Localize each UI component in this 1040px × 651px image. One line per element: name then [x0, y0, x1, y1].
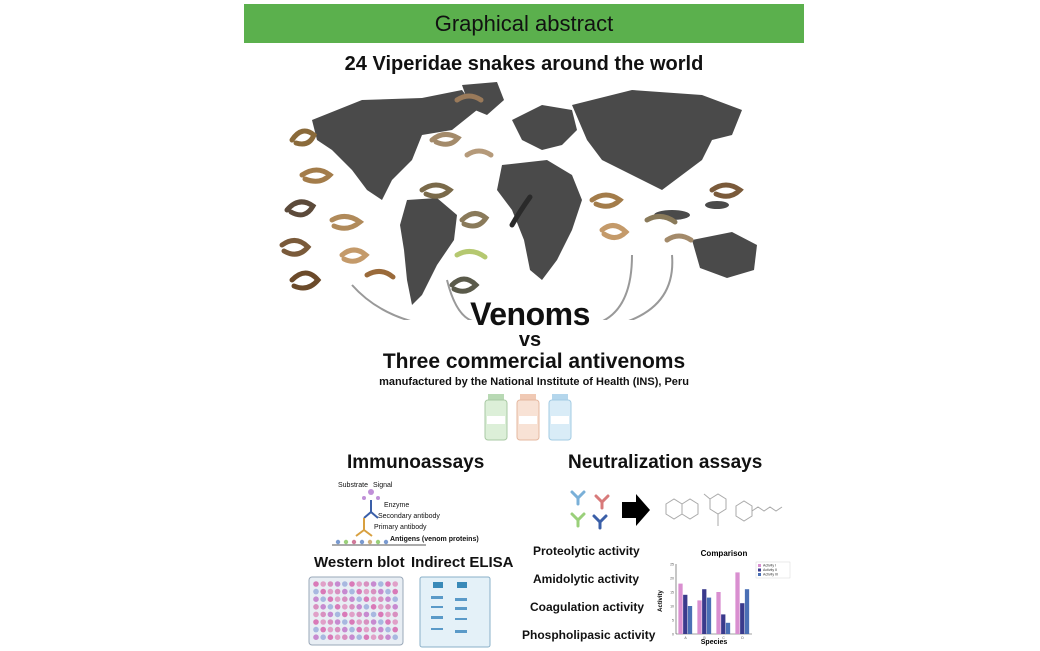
plate-well	[364, 596, 370, 602]
x-tick-label: C	[722, 636, 725, 640]
africa-shape	[497, 160, 582, 280]
plate-well	[335, 604, 341, 610]
subtitle: 24 Viperidae snakes around the world	[344, 53, 704, 75]
arrow-icon	[622, 494, 650, 526]
plate-well	[328, 581, 334, 587]
plate-well	[313, 596, 319, 602]
plate-well	[349, 604, 355, 610]
plate-well	[378, 589, 384, 595]
australia-shape	[692, 232, 757, 278]
x-tick-label: D	[741, 636, 744, 640]
plate-well	[378, 596, 384, 602]
antigen-dots	[336, 540, 388, 544]
plate-well	[371, 619, 377, 625]
legend-swatch	[758, 573, 761, 576]
plate-well	[385, 589, 391, 595]
plate-well	[378, 604, 384, 610]
manufacturer-label: manufactured by the National Institute of Health (INS), Peru	[379, 376, 689, 388]
plate-well	[364, 634, 370, 640]
bar-B-1	[697, 600, 701, 634]
plate-well	[356, 581, 362, 587]
coagulation-activity-label: Coagulation activity	[530, 600, 645, 614]
plate-well	[342, 596, 348, 602]
x-axis-label: Species	[700, 639, 728, 646]
plate-well	[392, 612, 398, 618]
plate-well	[313, 627, 319, 633]
header-title: Graphical abstract	[434, 10, 614, 36]
plate-well	[364, 581, 370, 587]
antibody-diagram	[316, 478, 536, 548]
europe-shape	[512, 105, 577, 150]
venoms-label: Venoms	[470, 296, 590, 332]
legend-label: Activity II	[763, 568, 778, 573]
bar-C-3	[726, 623, 730, 634]
bar-C-2	[721, 614, 725, 634]
plate-well	[328, 619, 334, 625]
plate-well	[342, 604, 348, 610]
plate-well	[335, 627, 341, 633]
plate-well	[392, 596, 398, 602]
plate-well	[385, 596, 391, 602]
plate-well	[371, 612, 377, 618]
plate-well	[378, 619, 384, 625]
plate-well	[378, 612, 384, 618]
chart-title: Comparison	[700, 549, 748, 558]
primary-antibody-label: Primary antibody	[374, 524, 427, 531]
plate-well	[364, 604, 370, 610]
plate-well	[371, 627, 377, 633]
elisa-plate-illustration	[308, 576, 404, 646]
plate-well	[392, 619, 398, 625]
plate-well	[356, 627, 362, 633]
bar-B-2	[702, 589, 706, 634]
enzyme-label: Enzyme	[384, 502, 410, 509]
plate-well	[371, 589, 377, 595]
plate-well	[313, 604, 319, 610]
plate-well	[356, 589, 362, 595]
plate-well	[342, 612, 348, 618]
plate-well	[349, 627, 355, 633]
plate-well	[371, 634, 377, 640]
antigens-label: Antigens (venom proteins)	[390, 536, 479, 543]
plate-well	[392, 589, 398, 595]
plate-well	[356, 596, 362, 602]
neutralization-title: Neutralization assays	[568, 452, 763, 473]
plate-well	[392, 634, 398, 640]
plate-well	[378, 581, 384, 587]
world-map-illustration	[272, 80, 784, 320]
plate-well	[356, 612, 362, 618]
plate-well	[313, 619, 319, 625]
plate-well	[378, 627, 384, 633]
neutralization-diagram	[566, 484, 790, 534]
plate-well	[356, 634, 362, 640]
plate-well	[371, 604, 377, 610]
plate-well	[328, 589, 334, 595]
plate-well	[342, 581, 348, 587]
bar-A-3	[688, 606, 692, 634]
plate-well	[313, 612, 319, 618]
molecule-structures	[666, 494, 782, 526]
y-tick-label: 0	[672, 632, 674, 637]
elisa-label: Indirect ELISA	[411, 554, 514, 571]
plate-well	[392, 604, 398, 610]
vial-orange	[517, 394, 539, 440]
header-bar	[244, 4, 804, 43]
plate-well	[342, 619, 348, 625]
plate-well	[392, 581, 398, 587]
bar-A-2	[683, 595, 687, 634]
plate-well	[320, 627, 326, 633]
plate-well	[328, 634, 334, 640]
plate-well	[335, 596, 341, 602]
western-blot-label: Western blot	[314, 554, 405, 571]
plate-well	[385, 627, 391, 633]
vs-label: vs	[518, 329, 542, 351]
bar-C-1	[716, 592, 720, 634]
plate-well	[349, 596, 355, 602]
y-tick-label: 10	[670, 604, 674, 609]
plate-well	[335, 634, 341, 640]
legend-swatch	[758, 564, 761, 567]
plate-well	[349, 612, 355, 618]
plate-well	[349, 589, 355, 595]
phospholipasic-activity-label: Phospholipasic activity	[522, 628, 656, 642]
plate-well	[335, 589, 341, 595]
plate-well	[349, 619, 355, 625]
plate-well	[313, 581, 319, 587]
antibody-icons	[572, 492, 608, 528]
south-america-shape	[400, 198, 457, 305]
plate-well	[385, 604, 391, 610]
y-tick-label: 5	[672, 618, 674, 623]
asia-shape	[572, 90, 742, 190]
plate-well	[371, 596, 377, 602]
plate-well	[320, 596, 326, 602]
plate-well	[356, 619, 362, 625]
antivenoms-label: Three commercial antivenoms	[382, 350, 686, 373]
bar-D-1	[735, 572, 739, 634]
plate-well	[328, 612, 334, 618]
plate-well	[335, 581, 341, 587]
plate-well	[364, 619, 370, 625]
plate-well	[320, 634, 326, 640]
plate-well	[364, 589, 370, 595]
plate-well	[320, 604, 326, 610]
plate-well	[328, 604, 334, 610]
x-tick-label: B	[703, 636, 706, 640]
amidolytic-activity-label: Amidolytic activity	[533, 572, 640, 586]
legend-label: Activity I	[763, 563, 777, 568]
immunoassays-title: Immunoassays	[347, 452, 485, 473]
plate-well	[385, 619, 391, 625]
plate-well	[385, 612, 391, 618]
plate-well	[313, 589, 319, 595]
plate-well	[364, 627, 370, 633]
signal-label: Signal	[373, 482, 393, 489]
proteolytic-activity-label: Proteolytic activity	[533, 544, 640, 558]
plate-well	[392, 627, 398, 633]
plate-well	[378, 634, 384, 640]
plate-well	[385, 634, 391, 640]
y-tick-label: 15	[670, 590, 674, 595]
plate-well	[328, 596, 334, 602]
bar-D-3	[745, 589, 749, 634]
vial-green	[485, 394, 507, 440]
y-tick-label: 25	[670, 562, 674, 567]
plate-well	[356, 604, 362, 610]
antivenom-vials-illustration	[480, 390, 580, 442]
legend-swatch	[758, 569, 761, 572]
plate-well	[328, 627, 334, 633]
plate-well	[349, 634, 355, 640]
y-axis-label: Activity	[658, 590, 664, 612]
plate-well	[335, 619, 341, 625]
plate-well	[342, 627, 348, 633]
plate-well	[364, 612, 370, 618]
plate-well	[385, 581, 391, 587]
western-blot-gel-illustration	[419, 576, 491, 648]
plate-well	[320, 619, 326, 625]
plate-well	[320, 589, 326, 595]
vial-blue	[549, 394, 571, 440]
plate-well	[335, 612, 341, 618]
bar-D-2	[740, 603, 744, 634]
bar-A-1	[678, 584, 682, 634]
legend-label: Activity III	[763, 572, 778, 577]
secondary-antibody-label: Secondary antibody	[378, 513, 440, 520]
x-tick-label: A	[684, 636, 687, 640]
plate-well	[313, 634, 319, 640]
plate-well	[320, 581, 326, 587]
bar-B-3	[707, 598, 711, 634]
plate-well	[342, 589, 348, 595]
plate-well	[349, 581, 355, 587]
plate-well	[320, 612, 326, 618]
substrate-label: Substrate	[338, 482, 368, 489]
comparison-chart	[654, 546, 794, 646]
plate-well	[371, 581, 377, 587]
plate-well	[342, 634, 348, 640]
y-tick-label: 20	[670, 576, 674, 581]
